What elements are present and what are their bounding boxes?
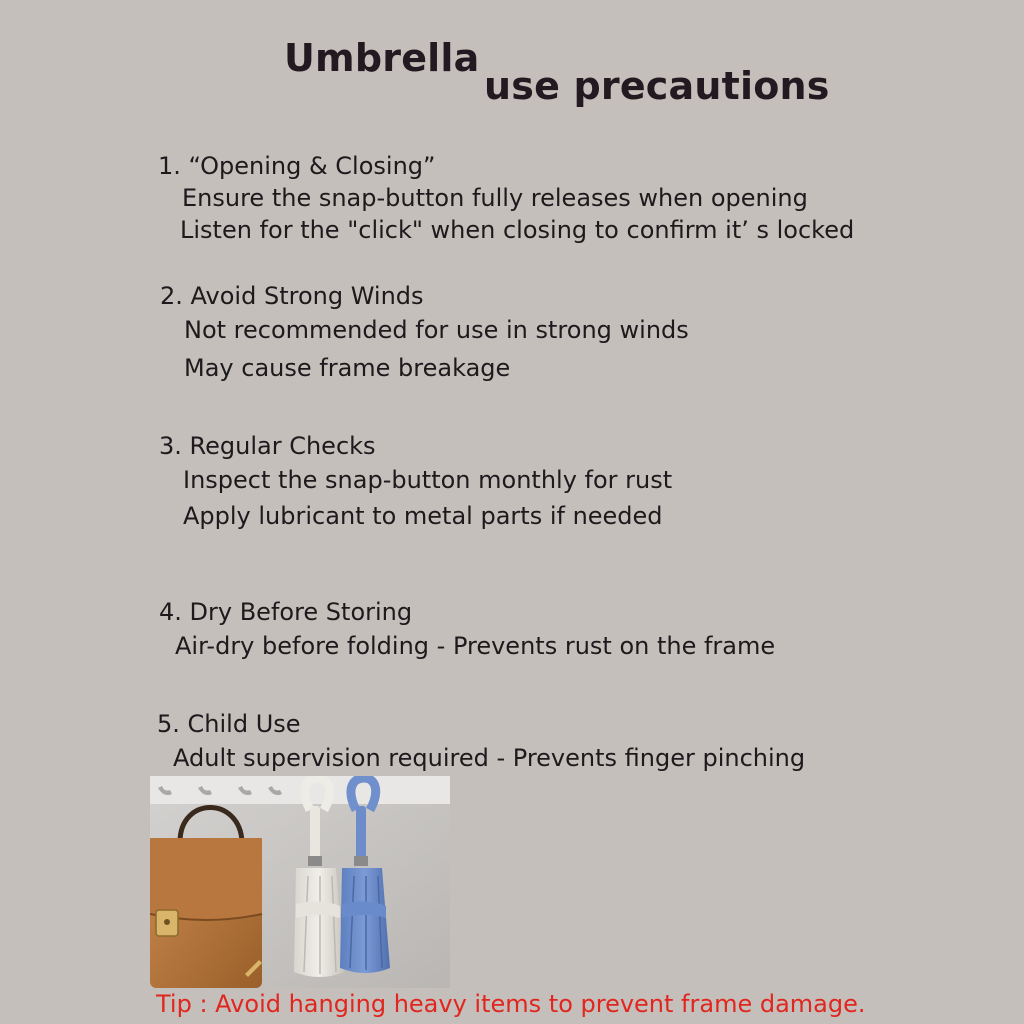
section-opening-closing	[158, 150, 854, 246]
section-regular-checks	[159, 430, 672, 532]
section-heading: 1. “Opening & Closing”	[158, 152, 436, 180]
section-line: Inspect the snap-button monthly for rust	[183, 466, 673, 494]
section-line: Not recommended for use in strong winds	[184, 316, 689, 344]
title-line-2: use precautions	[484, 64, 830, 108]
section-heading: 2. Avoid Strong Winds	[160, 282, 424, 310]
section-line: May cause frame breakage	[184, 354, 511, 382]
section-dry-before-storing	[159, 596, 775, 662]
section-heading: 5. Child Use	[157, 710, 301, 738]
section-line: Air-dry before folding - Prevents rust on the frame	[175, 632, 776, 660]
tip-text: Tip : Avoid hanging heavy items to prevent frame damage.	[156, 990, 866, 1018]
bag-and-umbrellas-photo	[150, 776, 450, 988]
section-heading: 4. Dry Before Storing	[159, 598, 413, 626]
product-illustration	[150, 776, 450, 988]
section-line: Ensure the snap-button fully releases when opening	[182, 184, 808, 212]
section-strong-winds	[160, 280, 689, 384]
section-line: Apply lubricant to metal parts if needed	[183, 502, 663, 530]
section-line: Adult supervision required - Prevents finger pinching	[173, 744, 806, 772]
section-line: Listen for the "click" when closing to confirm it’ s locked	[180, 216, 855, 244]
title-line-1: Umbrella	[284, 36, 480, 80]
section-heading: 3. Regular Checks	[159, 432, 376, 460]
section-child-use	[157, 708, 805, 774]
